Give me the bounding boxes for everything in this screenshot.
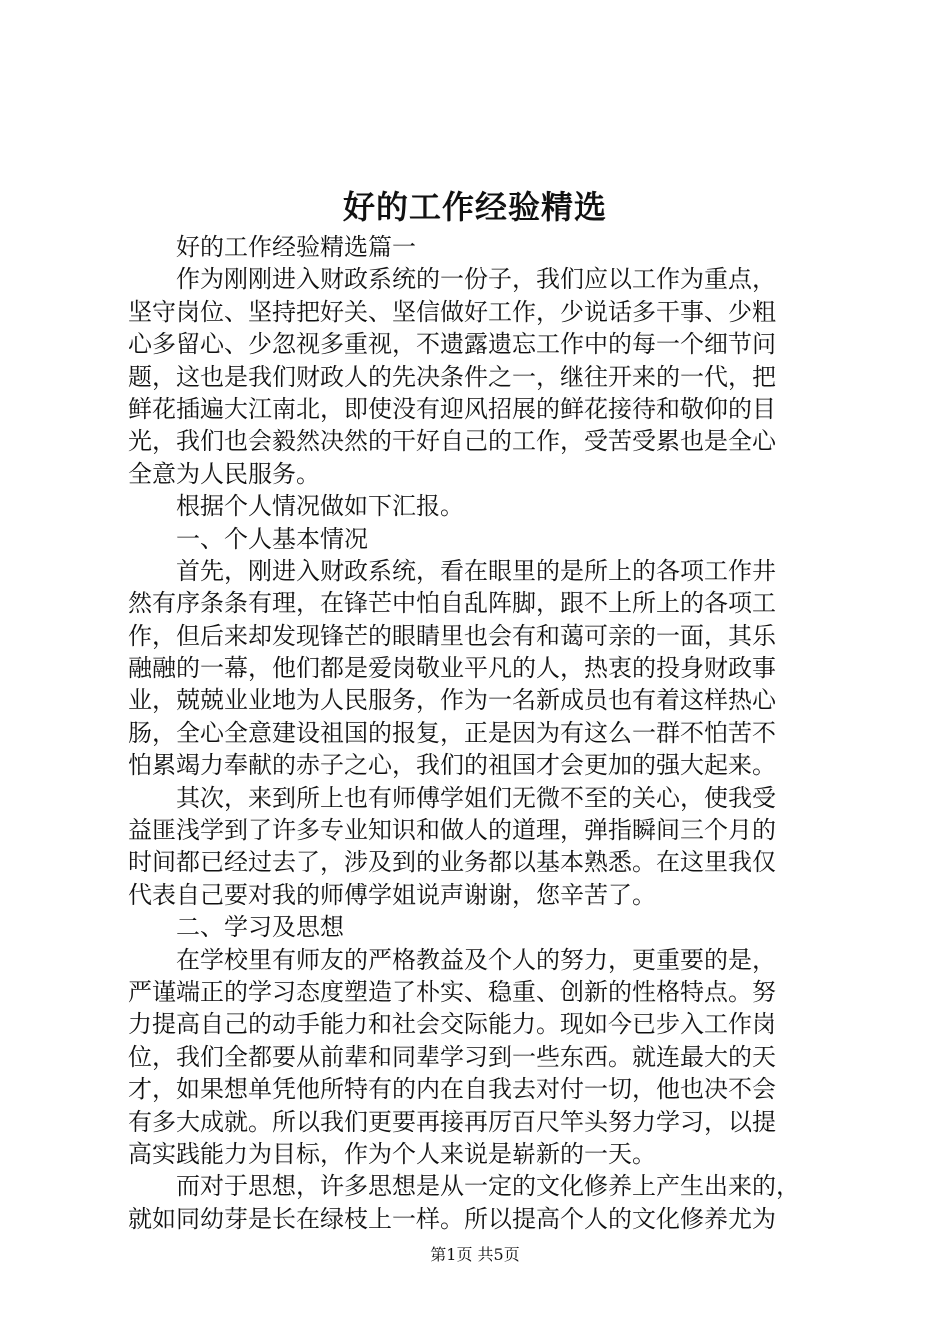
section-heading: 二、学习及思想 — [128, 913, 344, 942]
body-line: 而对于思想，许多思想是从一定的文化修养上产生出来的， — [128, 1172, 800, 1201]
body-line: 位，我们全都要从前辈和同辈学习到一些东西。就连最大的天 — [128, 1042, 776, 1071]
page-footer: 第1页 共5页 — [430, 1245, 520, 1264]
body-line: 作，但后来却发现锋芒的眼睛里也会有和蔼可亲的一面，其乐 — [128, 621, 776, 650]
body-line: 首先，刚进入财政系统，看在眼里的是所上的各项工作井 — [128, 556, 776, 585]
body-line: 时间都已经过去了，涉及到的业务都以基本熟悉。在这里我仅 — [128, 848, 776, 877]
body-line: 其次，来到所上也有师傅学姐们无微不至的关心，使我受 — [128, 783, 776, 812]
body-line: 好的工作经验精选篇一 — [128, 233, 416, 261]
body-line: 鲜花插遍大江南北，即使没有迎风招展的鲜花接待和敬仰的目 — [128, 394, 776, 423]
body-line: 光，我们也会毅然决然的干好自己的工作，受苦受累也是全心 — [128, 427, 776, 456]
body-line: 严谨端正的学习态度塑造了朴实、稳重、创新的性格特点。努 — [128, 977, 776, 1006]
document-title: 好的工作经验精选 — [342, 188, 607, 226]
body-line: 高实践能力为目标，作为个人来说是崭新的一天。 — [128, 1139, 656, 1168]
body-line: 心多留心、少忽视多重视，不遗露遗忘工作中的每一个细节问 — [128, 330, 776, 359]
body-line: 业，兢兢业业地为人民服务，作为一名新成员也有着这样热心 — [128, 686, 776, 715]
body-line: 力提高自己的动手能力和社会交际能力。现如今已步入工作岗 — [128, 1010, 776, 1039]
body-line: 肠，全心全意建设祖国的报复，正是因为有这么一群不怕苦不 — [128, 718, 776, 747]
body-line: 代表自己要对我的师傅学姐说声谢谢，您辛苦了。 — [128, 880, 656, 909]
body-line: 作为刚刚进入财政系统的一份子，我们应以工作为重点， — [128, 265, 776, 294]
body-line: 有多大成就。所以我们更要再接再厉百尺竿头努力学习，以提 — [128, 1107, 776, 1136]
body-line: 就如同幼芽是长在绿枝上一样。所以提高个人的文化修养尤为 — [128, 1204, 776, 1233]
body-line: 全意为人民服务。 — [128, 459, 320, 488]
body-line: 才，如果想单凭他所特有的内在自我去对付一切，他也决不会 — [128, 1075, 776, 1104]
section-heading: 一、个人基本情况 — [128, 524, 368, 553]
body-line: 题，这也是我们财政人的先决条件之一，继往开来的一代，把 — [128, 362, 776, 391]
body-line: 在学校里有师友的严格教益及个人的努力，更重要的是， — [128, 945, 776, 974]
body-line: 坚守岗位、坚持把好关、坚信做好工作，少说话多干事、少粗 — [128, 297, 776, 326]
body-line: 然有序条条有理，在锋芒中怕自乱阵脚，跟不上所上的各项工 — [128, 589, 776, 618]
document-body — [128, 231, 838, 1235]
body-line: 融融的一幕，他们都是爱岗敬业平凡的人，热衷的投身财政事 — [128, 654, 776, 683]
body-line: 益匪浅学到了许多专业知识和做人的道理，弹指瞬间三个月的 — [128, 816, 776, 845]
body-line: 根据个人情况做如下汇报。 — [128, 492, 464, 521]
body-line: 怕累竭力奉献的赤子之心，我们的祖国才会更加的强大起来。 — [128, 751, 776, 780]
